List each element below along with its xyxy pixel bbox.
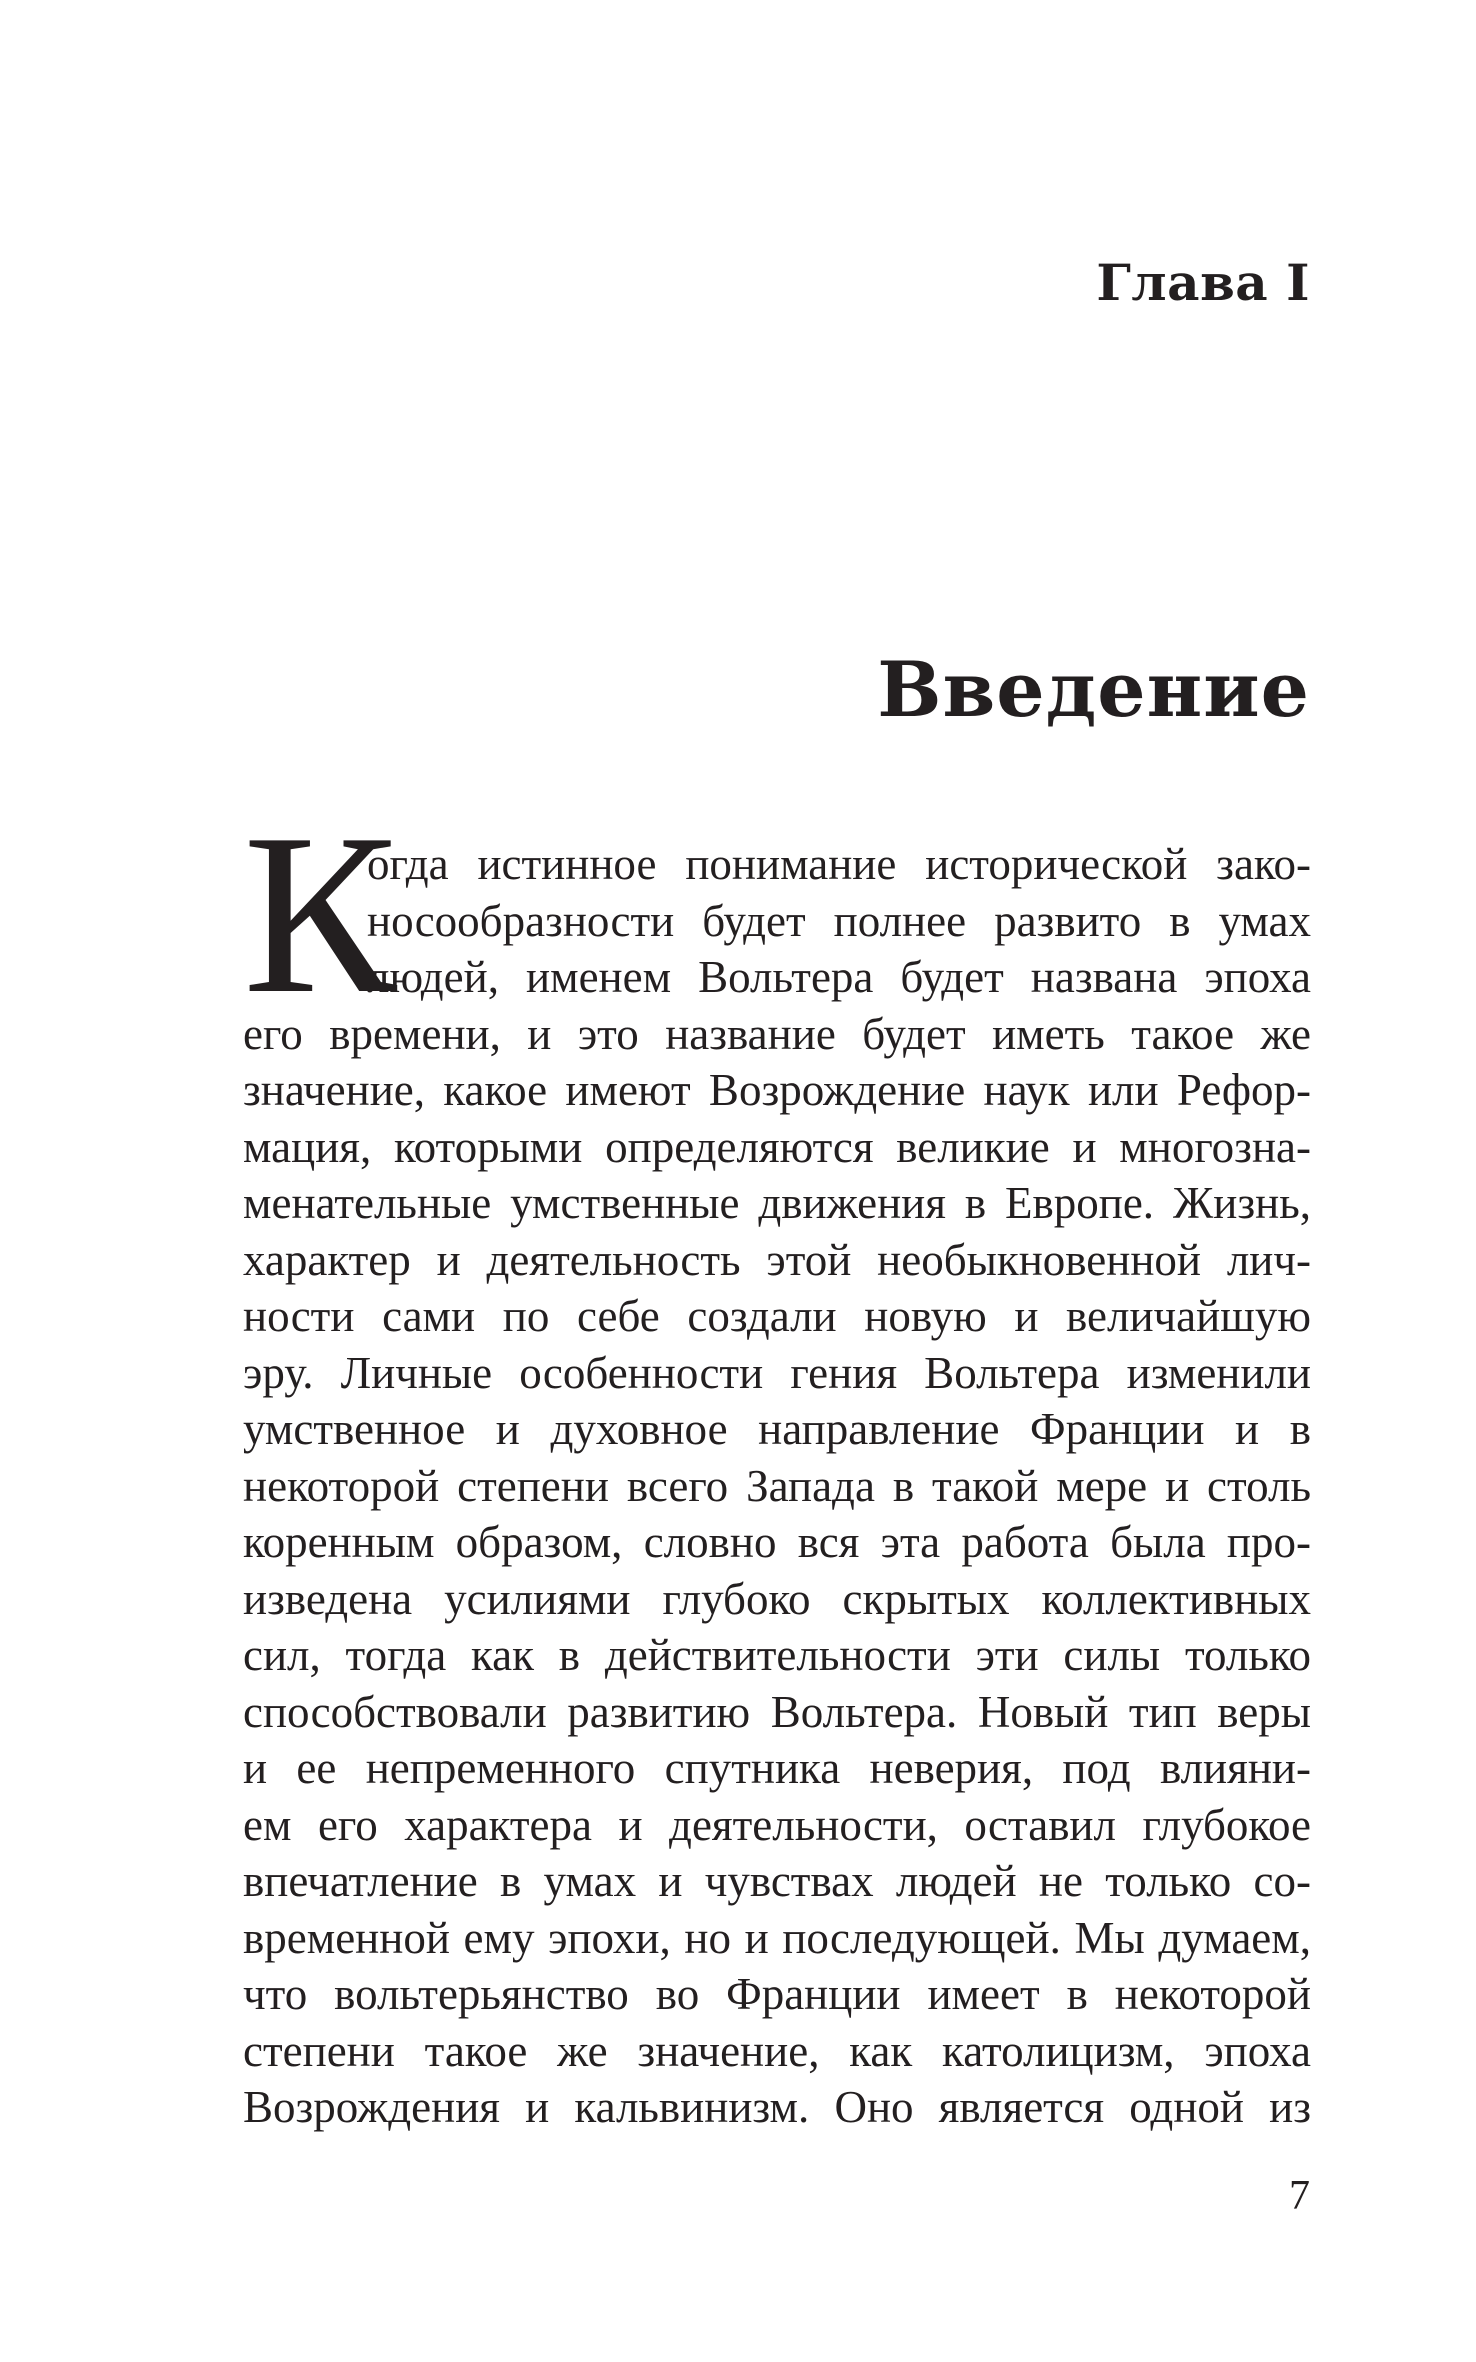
text-line: огда истинное понимание исторической зако- [367,839,1311,889]
text-line: коренным образом, словно вся эта работа была про- [243,1517,1311,1567]
drop-cap: К [243,786,397,1041]
text-line: изведена усилиями глубоко скрытых коллективных [243,1573,1311,1624]
text-line: характер и деятельность этой необыкновенной лич- [243,1234,1311,1285]
text-line: умственное и духовное направление Франции и в [243,1404,1311,1454]
chapter-title: Введение [877,645,1310,734]
text-line: значение, какое имеют Возрождение наук или Рефор- [243,1065,1311,1115]
text-line: людей, именем Вольтера будет названа эпоха [367,952,1311,1002]
text-line: некоторой степени всего Запада в такой мере и столь [243,1460,1311,1511]
text-line: ности сами по себе создали новую и величайшую [243,1291,1311,1341]
text-line: временной ему эпохи, но и последующей. Мы думаем, [243,1912,1311,1963]
text-line: менательные умственные движения в Европе. Жизнь, [243,1178,1311,1228]
text-line: носообразности будет полнее развито в умах [367,895,1311,946]
text-line: и ее непременного спутника неверия, под влияни- [243,1743,1311,1793]
text-line: мация, которыми определяются великие и многозна- [243,1121,1311,1172]
text-line: эру. Личные особенности гения Вольтера изменили [243,1347,1311,1398]
body-text [243,786,1311,2136]
text-line: впечатление в умах и чувствах людей не только со- [243,1856,1311,1906]
text-line: способствовали развитию Вольтера. Новый тип веры [243,1686,1311,1737]
chapter-label: Глава I [1096,253,1310,312]
text-line: степени такое же значение, как католицизм, эпоха [243,2025,1311,2076]
text-line: Возрождения и кальвинизм. Оно является одной из [243,2082,1311,2132]
text-line: ем его характера и деятельности, оставил глубокое [243,1799,1311,1850]
page-number: 7 [1289,2173,1310,2219]
text-line: его времени, и это название будет иметь такое же [243,1008,1311,1059]
text-line: сил, тогда как в действительности эти силы только [243,1630,1311,1680]
text-line: что вольтерьянство во Франции имеет в некоторой [243,1969,1311,2019]
